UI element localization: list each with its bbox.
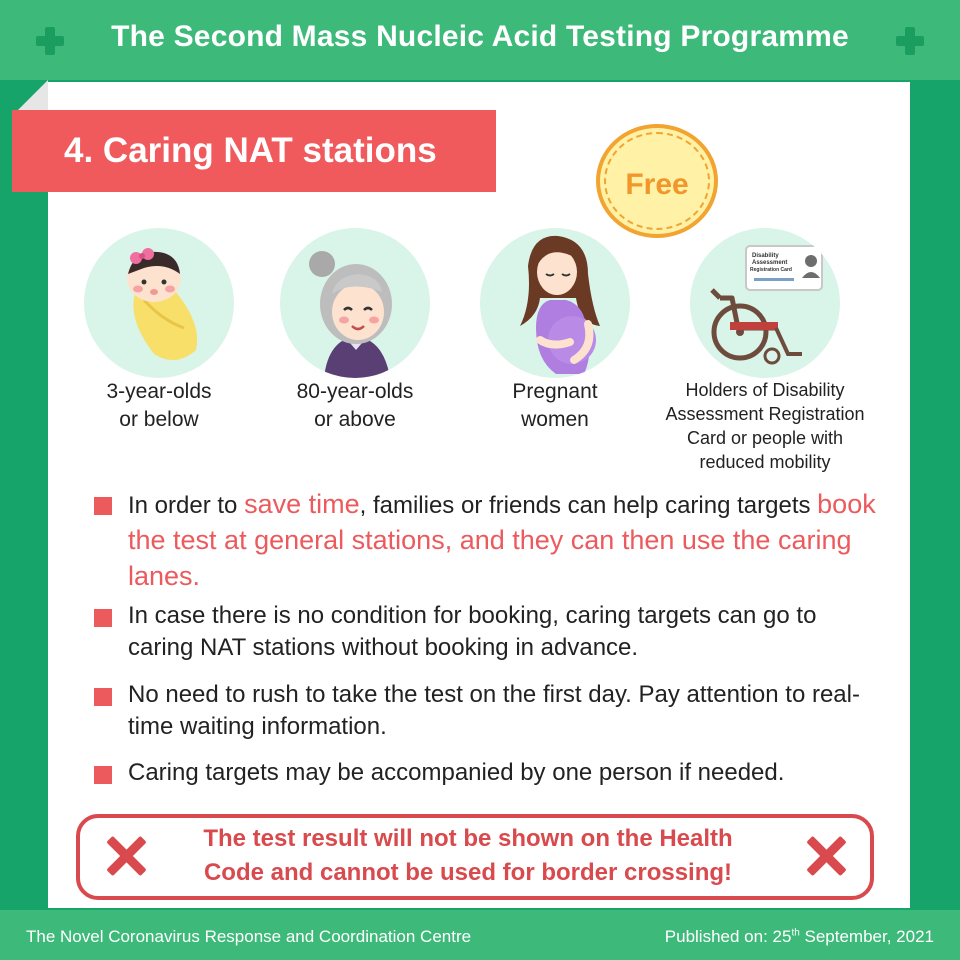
close-x-icon: [806, 836, 846, 876]
wheelchair-icon: [690, 228, 840, 378]
target-circle-disability: [690, 228, 840, 378]
target-circle-pregnant: [480, 228, 630, 378]
target-label-baby: 3-year-olds or below: [106, 380, 212, 431]
card-text-1: Disability: [752, 253, 779, 259]
pregnant-woman-icon: [480, 228, 630, 378]
bullet-item-2: In case there is no condition for booking, caring targets can go to caring NAT stations without booking in advance.: [128, 602, 817, 661]
highlight-save-time: save time: [244, 489, 360, 519]
close-x-icon: [106, 836, 146, 876]
target-label-elderly: 80-year-olds or above: [296, 380, 414, 431]
bullet-marker: [94, 688, 112, 706]
bullet-marker: [94, 766, 112, 784]
baby-icon: [84, 228, 234, 378]
bullet-marker: [94, 497, 112, 515]
bullet-item-1: In order to save time, families or friends can help caring targets book the test at general stations, and they can then use the caring lanes.: [128, 489, 876, 591]
target-label-pregnant: Pregnant women: [512, 380, 598, 431]
warning-text: The test result will not be shown on the Health Code and cannot be used for border crossing!: [203, 825, 733, 886]
card-fold: [18, 80, 48, 110]
elderly-woman-icon: [280, 228, 430, 378]
bullet-item-4: Caring targets may be accompanied by one person if needed.: [128, 759, 785, 786]
footer-organization: The Novel Coronavirus Response and Coordination Centre: [26, 927, 472, 946]
footer-published-date: Published on: 25th September, 2021: [664, 927, 934, 946]
header-title: The Second Mass Nucleic Acid Testing Programme: [111, 20, 849, 53]
bullet-item-3: No need to rush to take the test on the first day. Pay attention to real-time waiting information.: [128, 681, 860, 740]
target-label-disability: Holders of Disability Assessment Registration Card or people with reduced mobility: [665, 380, 865, 472]
highlight-book-test: book the test at general stations, and they can then use the caring lanes.: [128, 489, 876, 591]
section-title: 4. Caring NAT stations: [64, 131, 437, 170]
bullet-marker: [94, 609, 112, 627]
card-text-3: Registration Card: [750, 267, 792, 273]
target-circle-baby: [84, 228, 234, 378]
card-text-2: Assessment: [752, 260, 788, 266]
free-label: Free: [625, 168, 689, 201]
target-circle-elderly: [280, 228, 430, 378]
